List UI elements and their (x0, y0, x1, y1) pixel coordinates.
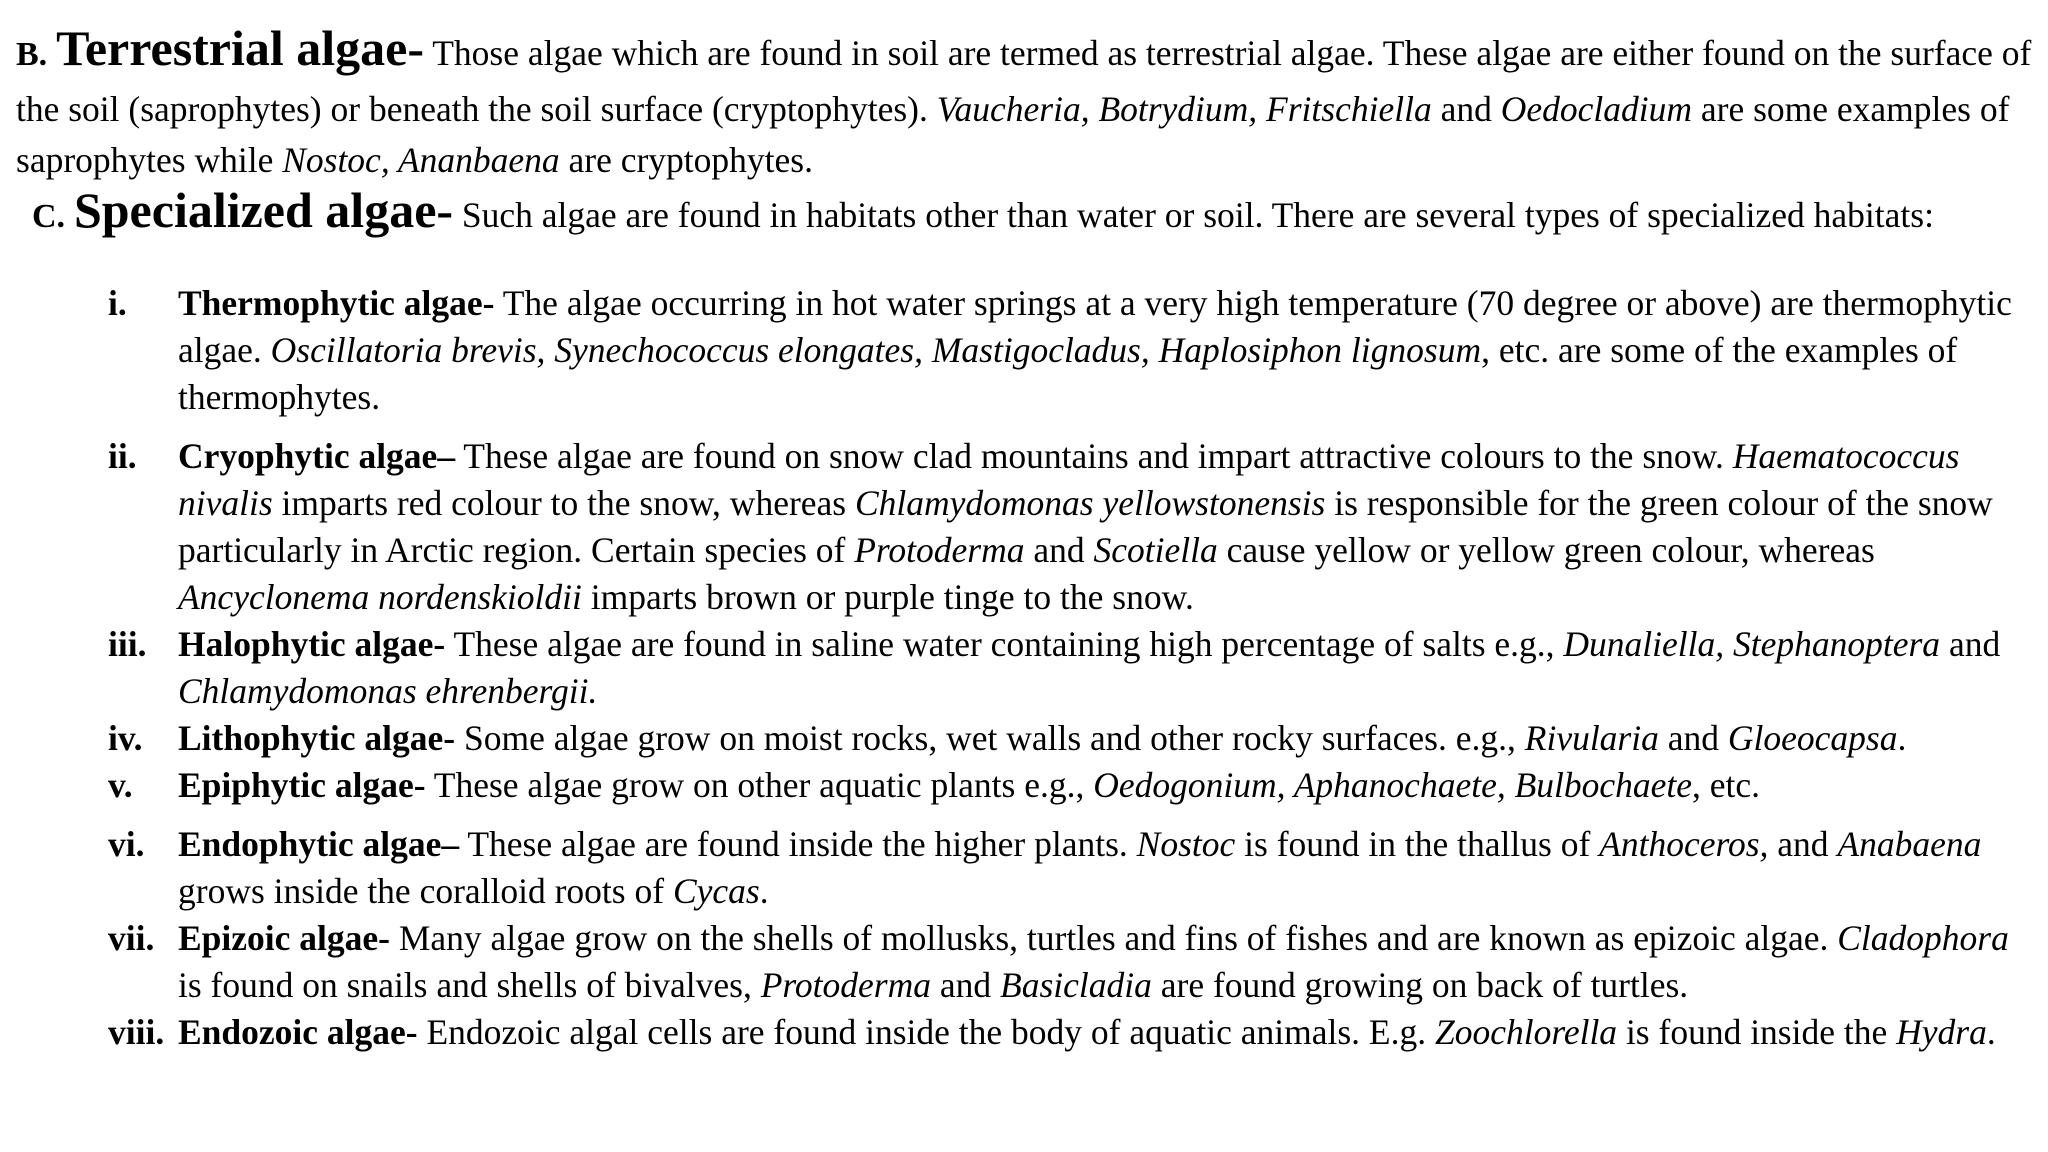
list-item-term: Lithophytic algae- (178, 718, 456, 758)
text-run: imparts red colour to the snow, whereas (272, 483, 855, 523)
section-c-paragraph (32, 176, 2038, 245)
text-run: cause yellow or yellow green colour, whereas (1217, 530, 1875, 570)
list-item-number: viii. (108, 1012, 165, 1052)
species-name: Haematococcus nivalis (178, 436, 1960, 523)
species-name: Nostoc (1136, 824, 1236, 864)
list-item-halophytic (108, 621, 2040, 715)
text-run: . (1897, 718, 1907, 758)
text-run: . (1986, 1012, 1996, 1052)
text-run: These algae grow on other aquatic plants e.g., (425, 765, 1094, 805)
habitat-list (108, 280, 2040, 1056)
text-run: and (931, 965, 1001, 1005)
text-run: Many algae grow on the shells of mollusks, turtles and fins of fishes and are known as epizoic algae. (389, 918, 1838, 958)
text-run: is responsible for the green colour of the snow particularly in Arctic region. Certain species of (178, 483, 1993, 570)
list-item-body (178, 715, 2040, 762)
text-run: are found growing on back of turtles. (1151, 965, 1689, 1005)
text-run: is found on snails and shells of bivalves, (178, 965, 761, 1005)
section-b-heading: Terrestrial algae- (56, 20, 425, 76)
list-item-body (178, 280, 2040, 421)
list-item-number: iii. (108, 624, 147, 664)
species-name: Zoochlorella (1434, 1012, 1618, 1052)
species-name: Protoderma (854, 530, 1025, 570)
list-item-cryophytic (108, 433, 2040, 621)
text-run: are cryptophytes. (559, 140, 813, 181)
list-item-epiphytic (108, 762, 2040, 809)
text-run: and (1768, 824, 1838, 864)
list-item-body (178, 621, 2040, 715)
list-item-term: Halophytic algae- (178, 624, 446, 664)
list-item-number: vi. (108, 824, 145, 864)
species-name: Oedocladium (1500, 89, 1692, 129)
list-item-number: ii. (108, 436, 137, 476)
list-item-text (178, 624, 2000, 711)
list-item-number: vii. (108, 918, 155, 958)
text-run: The algae occurring in hot water springs at a very high temperature (70 degree or above) are thermophytic algae. (178, 283, 2012, 370)
list-item-endophytic (108, 821, 2040, 915)
text-run: These algae are found on snow clad mountains and impart attractive colours to the snow. (455, 436, 1733, 476)
section-c-heading: Specialized algae- (73, 182, 454, 238)
species-name: Vaucheria, Botrydium, Fritschiella (936, 89, 1432, 129)
list-item-term: Cryophytic algae– (178, 436, 456, 476)
list-item-body (178, 915, 2040, 1009)
text-run: and (1431, 89, 1501, 129)
list-item-body (178, 762, 2040, 809)
species-name: Scotiella (1093, 530, 1218, 570)
list-item-lithophytic (108, 715, 2040, 762)
text-run: , etc. are some of the examples of thermophytes. (178, 330, 1958, 417)
species-name: Gloeocapsa (1727, 718, 1898, 758)
list-item-term: Endozoic algae- (178, 1012, 418, 1052)
list-item-number: v. (108, 765, 133, 805)
text-run: Those algae which are found in soil are termed as terrestrial algae. These algae are either found on the surface of the soil (saprophytes) or beneath the soil surface (cryptophytes). (16, 33, 2032, 129)
list-item-body (178, 433, 2040, 621)
list-item-text (418, 1012, 1996, 1052)
list-item-epizoic (108, 915, 2040, 1009)
text-run: and (1940, 624, 2001, 664)
text-run: . (759, 871, 769, 911)
text-run: grows inside the coralloid roots of (178, 871, 673, 911)
text-run: is found inside the (1617, 1012, 1897, 1052)
species-name: Oedogonium, Aphanochaete, Bulbochaete (1093, 765, 1693, 805)
section-b-letter: B. (16, 36, 48, 73)
section-c-intro: Such algae are found in habitats other than water or soil. There are several types of specialized habitats: (453, 195, 1934, 235)
list-item-text (455, 718, 1906, 758)
species-name: Anthoceros, (1599, 824, 1769, 864)
species-name: Dunaliella, Stephanoptera (1563, 624, 1941, 664)
species-name: Basicladia (1000, 965, 1152, 1005)
species-name: Nostoc, Ananbaena (282, 140, 560, 181)
species-name: Chlamydomonas yellowstonensis (854, 483, 1326, 523)
list-item-term: Endophytic algae– (178, 824, 460, 864)
text-run: and (1024, 530, 1094, 570)
species-name: Cycas (672, 871, 760, 911)
text-run: These algae are found in saline water containing high percentage of salts e.g., (445, 624, 1564, 664)
text-run: is found in the thallus of (1235, 824, 1600, 864)
species-name: Ancyclonema nordenskioldii (178, 577, 582, 617)
list-item-term: Epiphytic algae- (178, 765, 426, 805)
section-c-letter: C. (32, 198, 66, 235)
species-name: Rivularia (1524, 718, 1659, 758)
list-item-text (178, 918, 2009, 1005)
species-name: Cladophora (1837, 918, 2009, 958)
section-b-paragraph (16, 12, 2038, 186)
list-item-term: Epizoic algae- (178, 918, 390, 958)
species-name: Oscillatoria brevis, Synechococcus elongates, Mastigocladus, Haplosiphon lignosum (270, 330, 1482, 370)
species-name: Chlamydomonas ehrenbergii. (178, 671, 598, 711)
list-item-number: i. (108, 283, 127, 323)
list-item-number: iv. (108, 718, 143, 758)
text-run: imparts brown or purple tinge to the snow. (581, 577, 1194, 617)
text-run: , etc. (1692, 765, 1761, 805)
list-item-body (178, 821, 2040, 915)
text-run: and (1658, 718, 1728, 758)
list-item-thermophytic (108, 280, 2040, 421)
species-name: Hydra (1896, 1012, 1987, 1052)
text-run: These algae are found inside the higher plants. (459, 824, 1137, 864)
list-item-endozoic (108, 1009, 2040, 1056)
species-name: Anabaena (1837, 824, 1982, 864)
list-item-text (426, 765, 1761, 805)
species-name: Protoderma (760, 965, 931, 1005)
text-run: Endozoic algal cells are found inside the body of aquatic animals. E.g. (417, 1012, 1435, 1052)
list-item-body (178, 1009, 2040, 1056)
text-run: are some examples of saprophytes while (16, 89, 2010, 181)
list-item-term: Thermophytic algae- (178, 283, 495, 323)
text-run: Some algae grow on moist rocks, wet walls and other rocky surfaces. e.g., (455, 718, 1525, 758)
